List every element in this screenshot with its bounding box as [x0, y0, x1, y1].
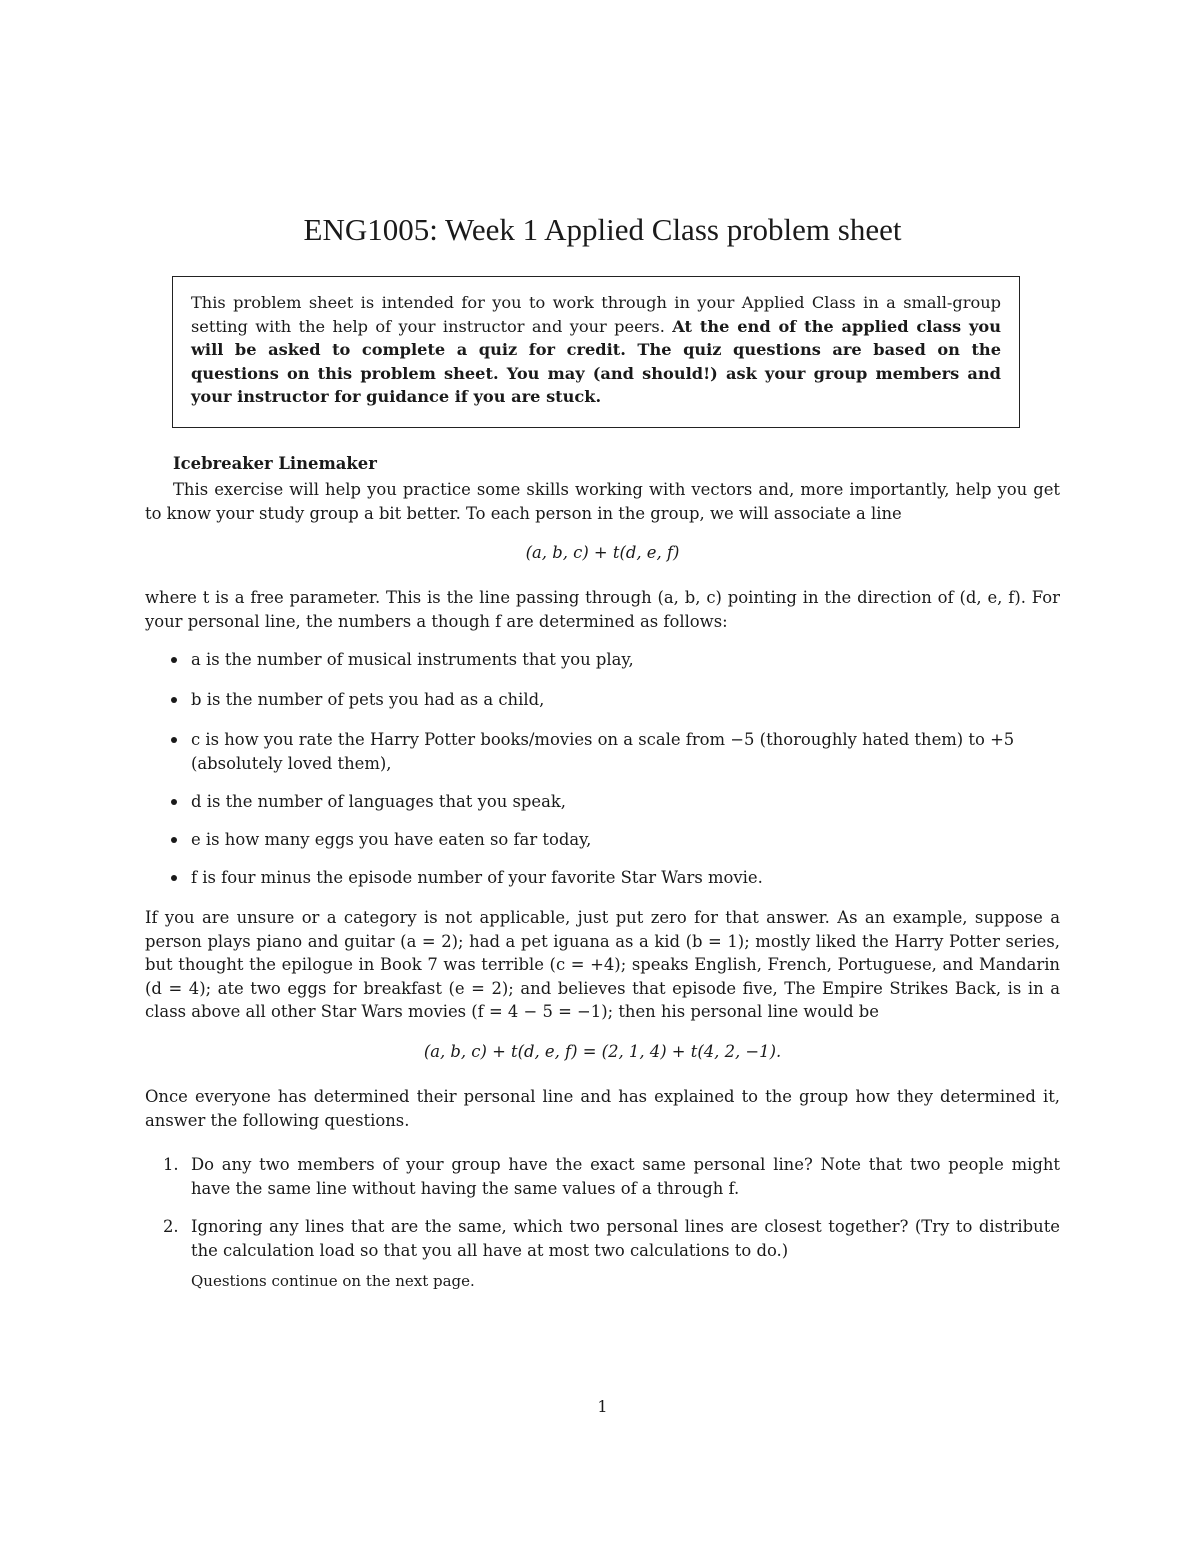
list-item: d is the number of languages that you speak,: [145, 790, 1060, 828]
bullet-icon: [171, 875, 177, 881]
line-equation: (a, b, c) + t(d, e, f): [525, 543, 680, 562]
question-item: [145, 1215, 1060, 1294]
bullet-icon: [171, 697, 177, 703]
list-item: c is how you rate the Harry Potter books/movies on a scale from −5 (thoroughly hated them) to +5 (absolutely loved them),: [145, 728, 1060, 790]
page-title: ENG1005: Week 1 Applied Class problem sheet: [303, 212, 902, 247]
after-example-paragraph: Once everyone has determined their personal line and has explained to the group how they determined it, answer the following questions.: [145, 1087, 1060, 1130]
notice-plain-text: This problem sheet is intended for you to work through in your Applied Class in a small-group setting with the help of your instructor and your peers.: [191, 293, 1001, 336]
question-text: Ignoring any lines that are the same, which two personal lines are closest together? (Try to distribute the calculation load so that you all have at most two calculations to do.): [191, 1217, 1060, 1260]
definition-list: [145, 648, 1060, 904]
notice-bold-text: At the end of the applied class you will be asked to complete a quiz for credit. The quiz questions are based on the questions on this problem sheet. You may (and should!) ask your group members and your instructor for guidance if you are stuck.: [191, 316, 1001, 407]
list-item: e is how many eggs you have eaten so far today,: [145, 828, 1060, 866]
bullet-icon: [171, 737, 177, 743]
page-number: 1: [597, 1397, 608, 1416]
example-paragraph: If you are unsure or a category is not applicable, just put zero for that answer. As an example, suppose a person plays piano and guitar (a = 2); had a pet iguana as a kid (b = 1); mostly liked the Harry Potter series, but thought the epilogue in Book 7 was terrible (c = +4); speaks English, French, Portuguese, and Mandarin (d = 4); ate two eggs for breakfast (e = 2); and believes that episode five, The Empire Strikes Back, is in a class above all other Star Wars movies (f = 4 − 5 = −1); then his personal line would be: [145, 908, 1060, 1022]
list-item: b is the number of pets you had as a child,: [145, 688, 1060, 728]
list-item: a is the number of musical instruments that you play,: [145, 648, 1060, 688]
question-text: Do any two members of your group have the exact same personal line? Note that two people might have the same line without having the same values of a through f.: [191, 1155, 1060, 1198]
question-number: 1.: [163, 1155, 179, 1174]
section-title: Icebreaker Linemaker: [173, 454, 377, 473]
bullet-icon: [171, 837, 177, 843]
explain-paragraph: where t is a free parameter. This is the line passing through (a, b, c) pointing in the direction of (d, e, f). For your personal line, the numbers a though f are determined as follows:: [145, 588, 1060, 631]
list-item: f is four minus the episode number of your favorite Star Wars movie.: [145, 866, 1060, 904]
continue-note: Questions continue on the next page.: [191, 1272, 475, 1291]
bullet-icon: [171, 799, 177, 805]
notice-box: [172, 276, 1020, 428]
intro-paragraph: This exercise will help you practice some skills working with vectors and, more importantly, help you get to know your study group a bit better. To each person in the group, we will associate a line: [145, 480, 1060, 523]
question-item: [145, 1153, 1060, 1215]
question-list: [145, 1153, 1060, 1294]
bullet-icon: [171, 657, 177, 663]
question-number: 2.: [163, 1217, 179, 1236]
example-equation: (a, b, c) + t(d, e, f) = (2, 1, 4) + t(4, 2, −1).: [423, 1042, 782, 1061]
